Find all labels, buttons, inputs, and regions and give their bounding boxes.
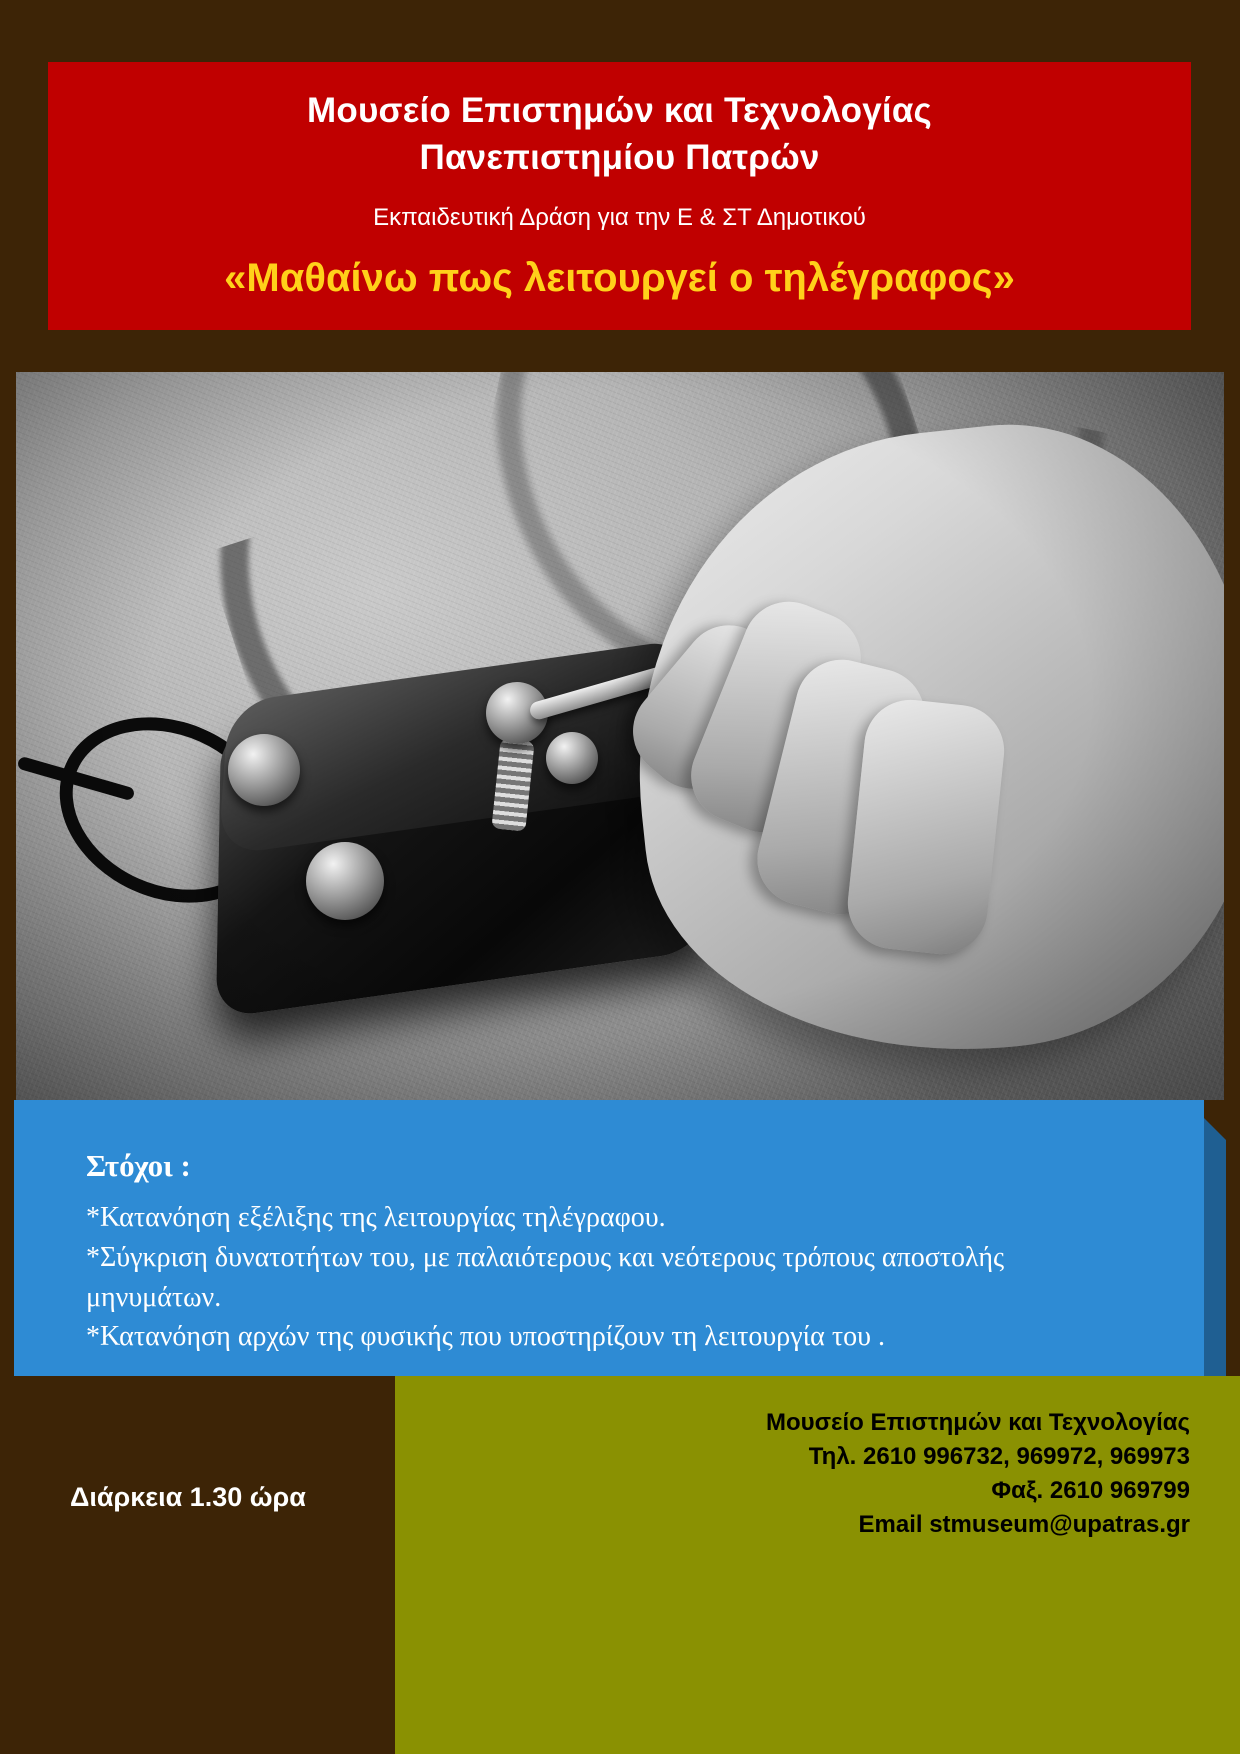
objective-item: *Κατανόηση εξέλιξης της λειτουργίας τηλέγραφου. — [86, 1202, 666, 1233]
objectives-panel — [14, 1100, 1204, 1376]
footer-left-block — [0, 1376, 395, 1754]
activity-title: «Μαθαίνω πως λειτουργεί ο τηλέγραφος» — [224, 255, 1015, 300]
header-subtitle: Εκπαιδευτική Δράση για την Ε & ΣΤ Δημοτικού — [373, 203, 866, 231]
contact-block — [395, 1376, 1240, 1754]
contact-phone: Τηλ. 2610 996732, 969972, 969973 — [808, 1443, 1190, 1471]
objectives-heading: Στόχοι : — [86, 1148, 191, 1183]
header-banner — [48, 62, 1191, 330]
blue-panel-shadow — [1204, 1118, 1226, 1398]
contact-fax: Φαξ. 2610 969799 — [991, 1477, 1190, 1505]
objective-item: *Σύγκριση δυνατοτήτων του, με παλαιότερους και νεότερους τρόπους αποστολής μηνυμάτων. — [86, 1241, 1005, 1313]
photo-vignette — [16, 372, 1224, 1100]
telegraph-photo — [16, 372, 1224, 1100]
museum-name-line-1: Μουσείο Επιστημών και Τεχνολογίας — [307, 91, 932, 130]
contact-museum-name: Μουσείο Επιστημών και Τεχνολογίας — [766, 1409, 1190, 1436]
duration-label: Διάρκεια 1.30 ώρα — [70, 1482, 306, 1512]
museum-name-line-2: Πανεπιστημίου Πατρών — [419, 137, 820, 177]
objective-item: *Κατανόηση αρχών της φυσικής που υποστηρίζουν τη λειτουργία του . — [86, 1321, 885, 1353]
contact-email: Email stmuseum@upatras.gr — [858, 1511, 1190, 1539]
